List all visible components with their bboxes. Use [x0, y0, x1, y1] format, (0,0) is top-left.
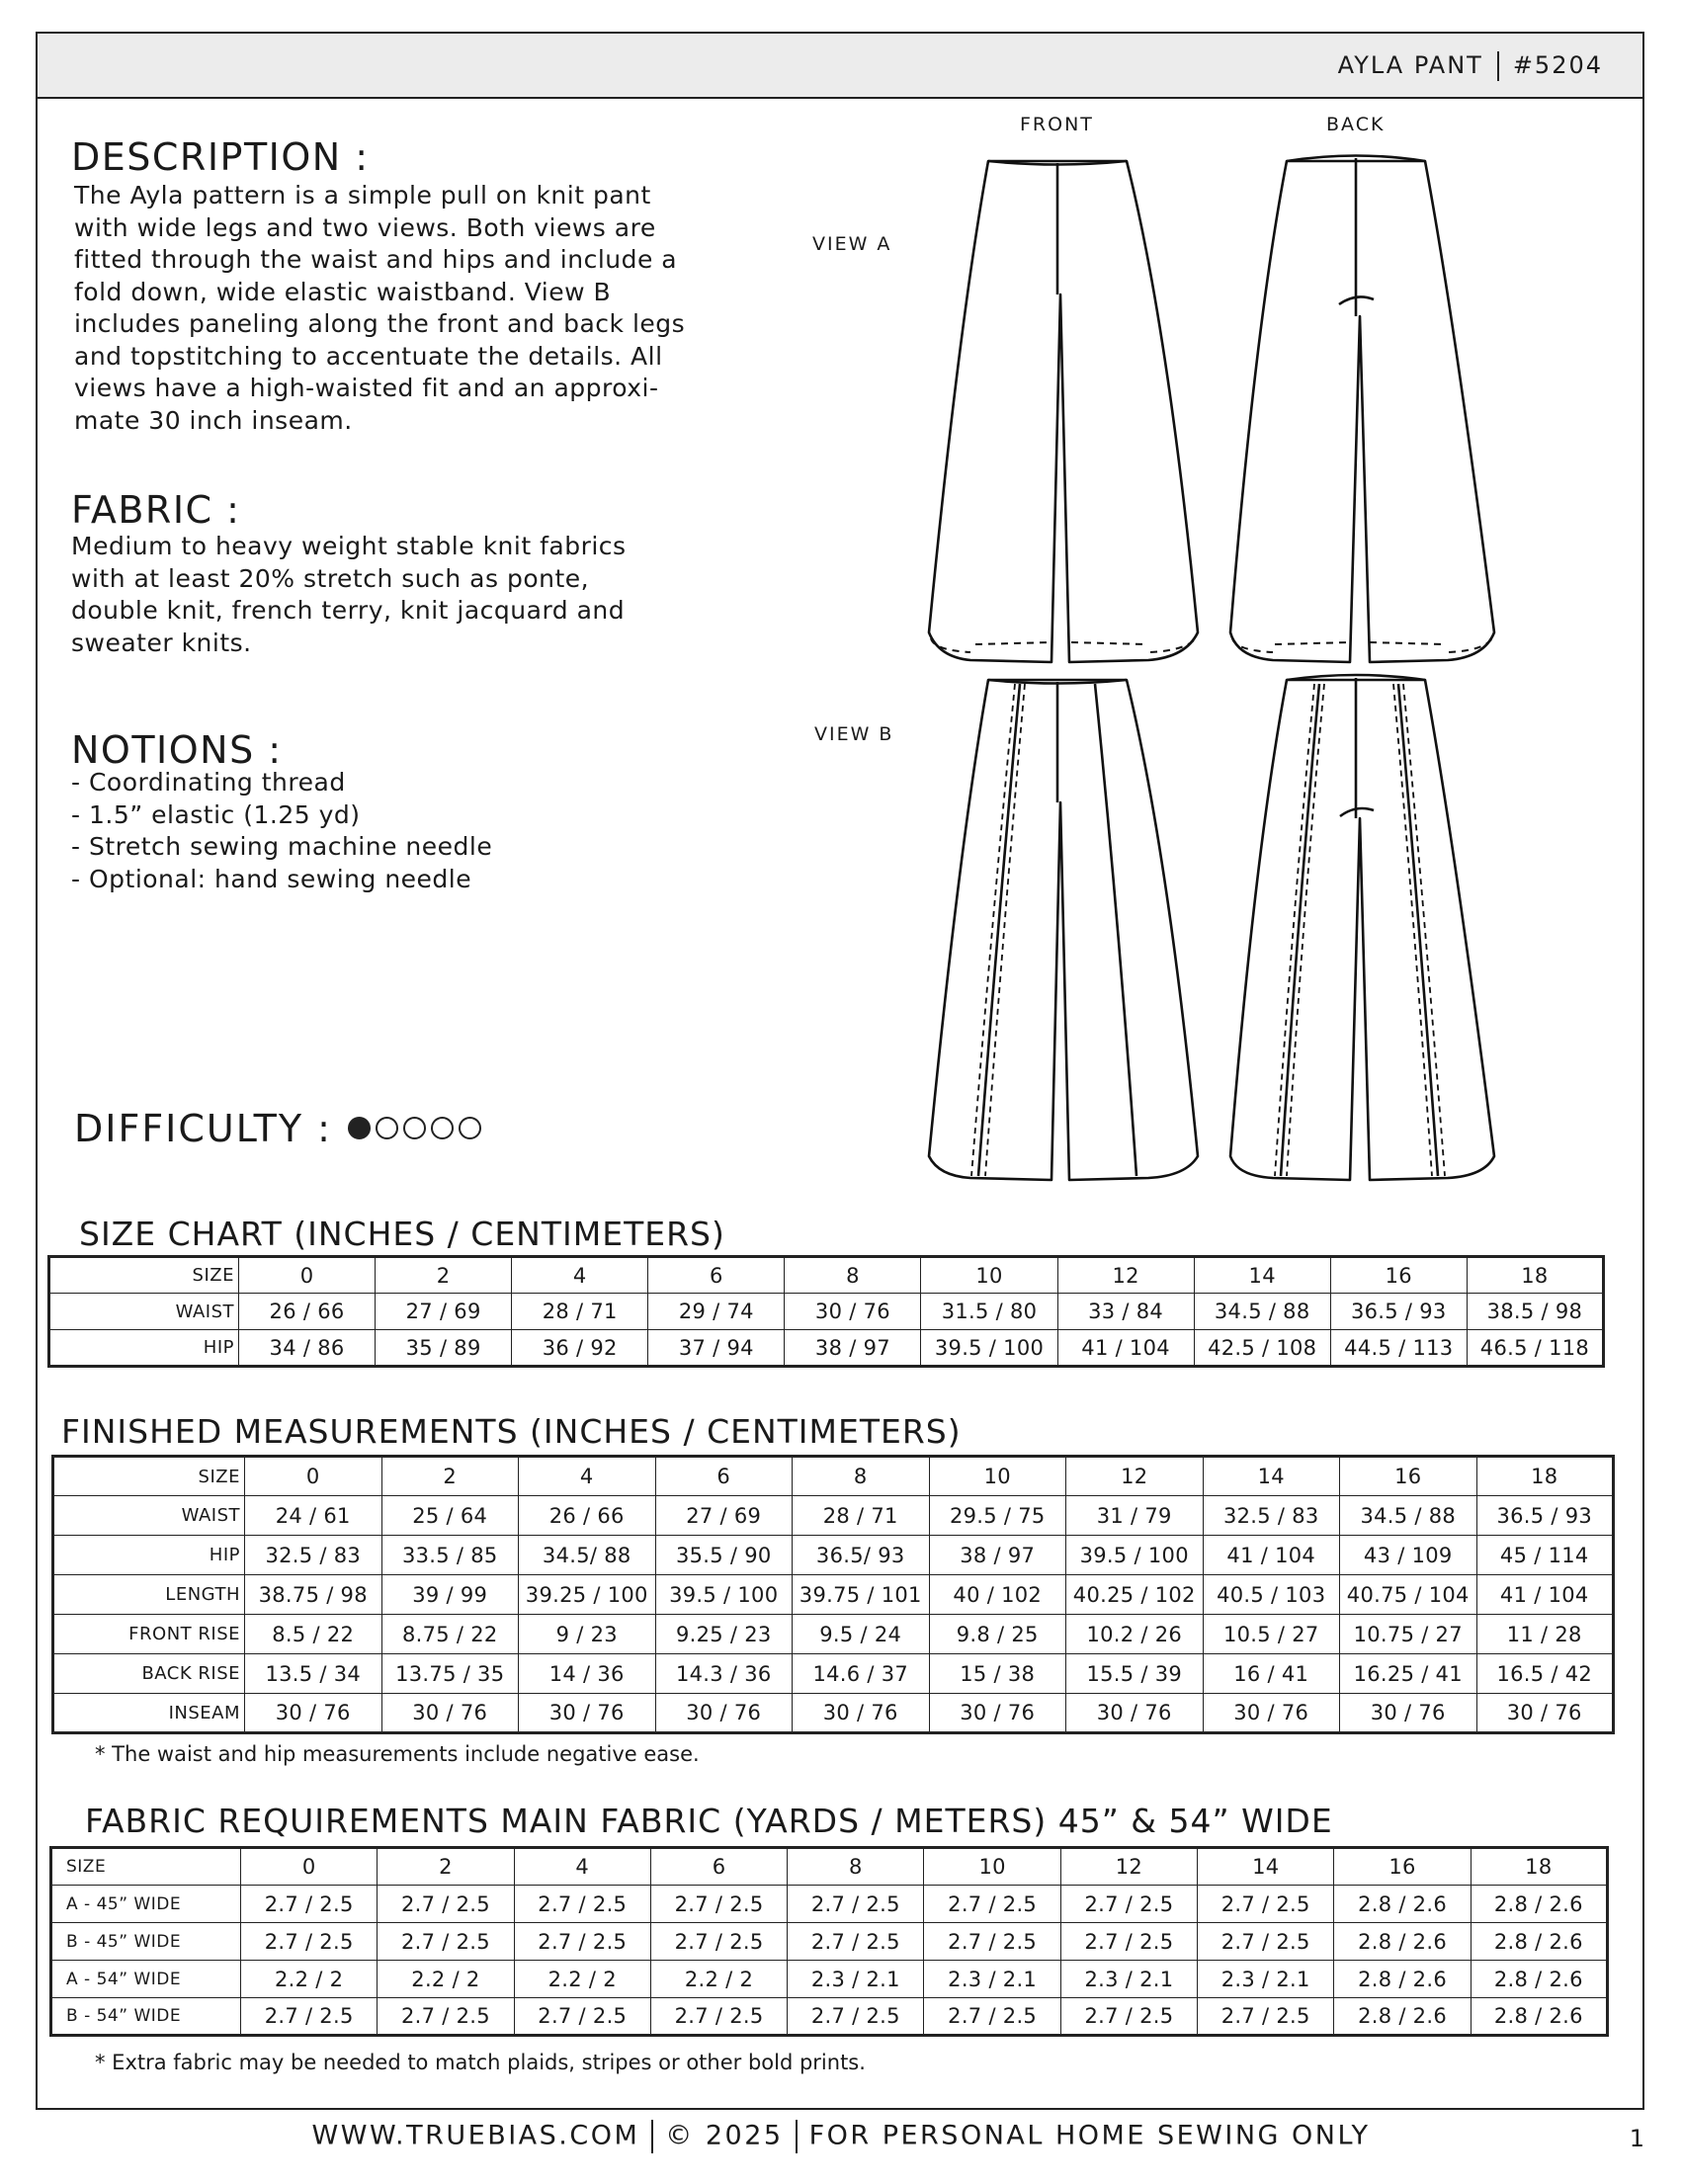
table-cell: 26 / 66: [519, 1496, 656, 1536]
table-cell: 29 / 74: [648, 1294, 785, 1330]
table-cell: 41 / 104: [1476, 1575, 1614, 1615]
table-cell: 2.8 / 2.6: [1334, 1923, 1471, 1961]
table-cell: 39.5 / 100: [921, 1330, 1057, 1367]
table-cell: 11 / 28: [1476, 1615, 1614, 1654]
table-cell: 2.3 / 2.1: [788, 1961, 924, 1998]
table-cell: 30 / 76: [785, 1294, 921, 1330]
table-cell: 2: [376, 1257, 512, 1294]
table-cell: 15.5 / 39: [1066, 1654, 1204, 1694]
table-cell: 38 / 97: [785, 1330, 921, 1367]
table-cell: 9.25 / 23: [655, 1615, 793, 1654]
table-row: [53, 1496, 1614, 1536]
text-line: with wide legs and two views. Both views are: [74, 212, 656, 242]
text-line: double knit, french terry, knit jacquard and: [71, 596, 626, 625]
table-cell: 0: [245, 1457, 382, 1496]
table-cell: 38 / 97: [929, 1536, 1066, 1575]
table-cell: 8.75 / 22: [381, 1615, 519, 1654]
table-cell: 14: [1203, 1457, 1340, 1496]
table-cell: 16.5 / 42: [1476, 1654, 1614, 1694]
pattern-name: AYLA PANT: [1337, 51, 1483, 79]
table-cell: 34.5 / 88: [1340, 1496, 1477, 1536]
table-cell: 9.5 / 24: [793, 1615, 930, 1654]
text-line: - Coordinating thread: [71, 768, 346, 797]
table-cell: 2.8 / 2.6: [1471, 1886, 1607, 1923]
table-cell: 2: [378, 1848, 514, 1886]
footer: [0, 2120, 1682, 2153]
difficulty-dot-empty: [403, 1117, 426, 1139]
table-cell: 25 / 64: [381, 1496, 519, 1536]
row-label: WAIST: [53, 1496, 245, 1536]
back-label: BACK: [1326, 114, 1386, 135]
table-cell: 14 / 36: [519, 1654, 656, 1694]
table-cell: 4: [514, 1848, 650, 1886]
table-cell: 2.7 / 2.5: [1060, 1998, 1197, 2036]
table-cell: 28 / 71: [512, 1294, 648, 1330]
difficulty-rating: [348, 1117, 486, 1146]
table-cell: 39.75 / 101: [793, 1575, 930, 1615]
table-cell: 31 / 79: [1066, 1496, 1204, 1536]
table-cell: 2.7 / 2.5: [241, 1886, 378, 1923]
table-cell: 2.7 / 2.5: [514, 1923, 650, 1961]
table-cell: 30 / 76: [1203, 1694, 1340, 1733]
text-line: with at least 20% stretch such as ponte,: [71, 563, 590, 593]
table-row: [53, 1575, 1614, 1615]
table-cell: 30 / 76: [1340, 1694, 1477, 1733]
table-cell: 2.7 / 2.5: [788, 1998, 924, 2036]
table-cell: 41 / 104: [1203, 1536, 1340, 1575]
fabric-note: * Extra fabric may be needed to match plaids, stripes or other bold prints.: [95, 2051, 866, 2074]
table-cell: 2.7 / 2.5: [241, 1998, 378, 2036]
table-cell: 2.2 / 2: [378, 1961, 514, 1998]
table-cell: 9.8 / 25: [929, 1615, 1066, 1654]
table-cell: 30 / 76: [793, 1694, 930, 1733]
row-label: SIZE: [51, 1848, 241, 1886]
table-cell: 32.5 / 83: [245, 1536, 382, 1575]
table-cell: 18: [1467, 1257, 1603, 1294]
table-cell: 8: [785, 1257, 921, 1294]
table-header-row: [51, 1848, 1608, 1886]
table-cell: 8: [793, 1457, 930, 1496]
finished-measurements-title: FINISHED MEASUREMENTS (INCHES / CENTIMETERS): [61, 1412, 962, 1451]
table-cell: 44.5 / 113: [1330, 1330, 1467, 1367]
row-label: A - 45” WIDE: [51, 1886, 241, 1923]
table-cell: 2.8 / 2.6: [1471, 1961, 1607, 1998]
table-cell: 14.3 / 36: [655, 1654, 793, 1694]
table-cell: 9 / 23: [519, 1615, 656, 1654]
table-cell: 36.5/ 93: [793, 1536, 930, 1575]
table-cell: 2.8 / 2.6: [1471, 1923, 1607, 1961]
footer-usage: FOR PERSONAL HOME SEWING ONLY: [808, 2120, 1371, 2151]
table-cell: 34 / 86: [239, 1330, 376, 1367]
table-cell: 2.7 / 2.5: [924, 1923, 1060, 1961]
table-cell: 2.7 / 2.5: [378, 1923, 514, 1961]
table-cell: 2.7 / 2.5: [378, 1998, 514, 2036]
table-cell: 34.5/ 88: [519, 1536, 656, 1575]
table-cell: 36.5 / 93: [1330, 1294, 1467, 1330]
table-cell: 2.7 / 2.5: [1198, 1923, 1334, 1961]
table-cell: 2.8 / 2.6: [1334, 1998, 1471, 2036]
table-cell: 30 / 76: [1066, 1694, 1204, 1733]
table-row: [53, 1654, 1614, 1694]
table-cell: 30 / 76: [381, 1694, 519, 1733]
row-label: INSEAM: [53, 1694, 245, 1733]
footer-copyright: © 2025: [665, 2120, 784, 2151]
row-label: FRONT RISE: [53, 1615, 245, 1654]
text-line: fitted through the waist and hips and include a: [74, 245, 678, 274]
table-cell: 8: [788, 1848, 924, 1886]
description-heading: DESCRIPTION :: [71, 135, 370, 179]
table-cell: 37 / 94: [648, 1330, 785, 1367]
view-b-back-drawing: [1230, 675, 1494, 1180]
table-cell: 40.75 / 104: [1340, 1575, 1477, 1615]
table-cell: 2.7 / 2.5: [1060, 1923, 1197, 1961]
table-cell: 24 / 61: [245, 1496, 382, 1536]
table-cell: 43 / 109: [1340, 1536, 1477, 1575]
table-cell: 2.8 / 2.6: [1334, 1886, 1471, 1923]
difficulty-dot-empty: [431, 1117, 454, 1139]
fabric-heading: FABRIC :: [71, 488, 241, 532]
front-label: FRONT: [1020, 114, 1094, 135]
row-label: A - 54” WIDE: [51, 1961, 241, 1998]
row-label: HIP: [49, 1330, 239, 1367]
table-cell: 2.7 / 2.5: [650, 1886, 787, 1923]
table-cell: 2.7 / 2.5: [788, 1886, 924, 1923]
finished-measurements-table: [51, 1455, 1615, 1734]
view-a-front-drawing: [929, 161, 1198, 662]
table-cell: 36.5 / 93: [1476, 1496, 1614, 1536]
difficulty-dot-empty: [459, 1117, 481, 1139]
table-cell: 16 / 41: [1203, 1654, 1340, 1694]
table-cell: 18: [1476, 1457, 1614, 1496]
page-number: 1: [1629, 2125, 1644, 2152]
table-cell: 13.75 / 35: [381, 1654, 519, 1694]
table-cell: 13.5 / 34: [245, 1654, 382, 1694]
row-label: SIZE: [49, 1257, 239, 1294]
table-cell: 2.7 / 2.5: [924, 1886, 1060, 1923]
table-cell: 4: [519, 1457, 656, 1496]
table-row: [49, 1330, 1604, 1367]
table-cell: 6: [648, 1257, 785, 1294]
table-cell: 2: [381, 1457, 519, 1496]
table-cell: 33.5 / 85: [381, 1536, 519, 1575]
table-row: [53, 1694, 1614, 1733]
difficulty-label: DIFFICULTY :: [74, 1107, 332, 1150]
view-a-back-drawing: [1230, 156, 1494, 663]
table-cell: 42.5 / 108: [1194, 1330, 1330, 1367]
table-cell: 2.7 / 2.5: [924, 1998, 1060, 2036]
fabric-requirements-title: FABRIC REQUIREMENTS MAIN FABRIC (YARDS / METERS) 45” & 54” WIDE: [85, 1802, 1333, 1840]
difficulty-dot-empty: [376, 1117, 398, 1139]
table-cell: 30 / 76: [655, 1694, 793, 1733]
table-cell: 38.5 / 98: [1467, 1294, 1603, 1330]
table-cell: 2.8 / 2.6: [1471, 1998, 1607, 2036]
text-line: fold down, wide elastic waistband. View B: [74, 277, 612, 306]
row-label: SIZE: [53, 1457, 245, 1496]
table-cell: 39.5 / 100: [1066, 1536, 1204, 1575]
table-cell: 40.5 / 103: [1203, 1575, 1340, 1615]
table-cell: 39 / 99: [381, 1575, 519, 1615]
table-row: [51, 1961, 1608, 1998]
table-cell: 29.5 / 75: [929, 1496, 1066, 1536]
table-cell: 8.5 / 22: [245, 1615, 382, 1654]
table-cell: 30 / 76: [1476, 1694, 1614, 1733]
table-cell: 4: [512, 1257, 648, 1294]
row-label: B - 54” WIDE: [51, 1998, 241, 2036]
table-cell: 2.2 / 2: [241, 1961, 378, 1998]
text-line: and topstitching to accentuate the details. All: [74, 341, 663, 371]
table-cell: 12: [1057, 1257, 1194, 1294]
table-cell: 27 / 69: [655, 1496, 793, 1536]
table-cell: 45 / 114: [1476, 1536, 1614, 1575]
row-label: HIP: [53, 1536, 245, 1575]
finished-note: * The waist and hip measurements include negative ease.: [95, 1742, 700, 1766]
text-line: - Stretch sewing machine needle: [71, 832, 493, 861]
table-cell: 14: [1198, 1848, 1334, 1886]
table-cell: 2.7 / 2.5: [1198, 1886, 1334, 1923]
table-cell: 30 / 76: [519, 1694, 656, 1733]
table-cell: 34.5 / 88: [1194, 1294, 1330, 1330]
row-label: LENGTH: [53, 1575, 245, 1615]
text-line: views have a high-waisted fit and an approxi-: [74, 374, 659, 402]
text-line: includes paneling along the front and back legs: [74, 309, 686, 338]
view-a-label: VIEW A: [812, 233, 892, 255]
text-line: sweater knits.: [71, 628, 252, 657]
table-cell: 2.7 / 2.5: [378, 1886, 514, 1923]
table-cell: 35 / 89: [376, 1330, 512, 1367]
table-cell: 28 / 71: [793, 1496, 930, 1536]
table-row: [53, 1536, 1614, 1575]
table-row: [51, 1998, 1608, 2036]
footer-website[interactable]: WWW.TRUEBIAS.COM: [311, 2120, 640, 2151]
table-cell: 10.2 / 26: [1066, 1615, 1204, 1654]
view-b-front-drawing: [929, 680, 1198, 1180]
table-cell: 2.3 / 2.1: [1060, 1961, 1197, 1998]
text-line: - Optional: hand sewing needle: [71, 864, 472, 893]
table-cell: 39.25 / 100: [519, 1575, 656, 1615]
row-label: BACK RISE: [53, 1654, 245, 1694]
table-cell: 0: [239, 1257, 376, 1294]
table-cell: 38.75 / 98: [245, 1575, 382, 1615]
table-cell: 31.5 / 80: [921, 1294, 1057, 1330]
table-cell: 2.3 / 2.1: [1198, 1961, 1334, 1998]
table-cell: 2.7 / 2.5: [650, 1998, 787, 2036]
table-cell: 2.2 / 2: [514, 1961, 650, 1998]
table-header-row: [53, 1457, 1614, 1496]
table-cell: 32.5 / 83: [1203, 1496, 1340, 1536]
row-label: WAIST: [49, 1294, 239, 1330]
table-cell: 33 / 84: [1057, 1294, 1194, 1330]
notions-heading: NOTIONS :: [71, 728, 283, 772]
table-row: [49, 1294, 1604, 1330]
table-cell: 39.5 / 100: [655, 1575, 793, 1615]
text-line: mate 30 inch inseam.: [74, 405, 353, 435]
table-cell: 2.8 / 2.6: [1334, 1961, 1471, 1998]
difficulty-dot-filled: [348, 1117, 371, 1139]
table-cell: 2.2 / 2: [650, 1961, 787, 1998]
table-cell: 2.7 / 2.5: [788, 1923, 924, 1961]
size-chart-table: [47, 1255, 1605, 1368]
table-cell: 14: [1194, 1257, 1330, 1294]
table-cell: 27 / 69: [376, 1294, 512, 1330]
table-cell: 30 / 76: [929, 1694, 1066, 1733]
table-cell: 15 / 38: [929, 1654, 1066, 1694]
table-cell: 16: [1340, 1457, 1477, 1496]
table-cell: 0: [241, 1848, 378, 1886]
table-cell: 16: [1330, 1257, 1467, 1294]
table-row: [53, 1615, 1614, 1654]
table-cell: 6: [655, 1457, 793, 1496]
table-cell: 2.7 / 2.5: [1198, 1998, 1334, 2036]
table-cell: 10: [921, 1257, 1057, 1294]
table-cell: 2.7 / 2.5: [514, 1998, 650, 2036]
table-cell: 2.7 / 2.5: [1060, 1886, 1197, 1923]
table-cell: 16: [1334, 1848, 1471, 1886]
row-label: B - 45” WIDE: [51, 1923, 241, 1961]
table-cell: 35.5 / 90: [655, 1536, 793, 1575]
table-cell: 2.3 / 2.1: [924, 1961, 1060, 1998]
table-cell: 10: [929, 1457, 1066, 1496]
table-cell: 36 / 92: [512, 1330, 648, 1367]
table-cell: 14.6 / 37: [793, 1654, 930, 1694]
text-line: Medium to heavy weight stable knit fabrics: [71, 532, 627, 560]
table-cell: 10.75 / 27: [1340, 1615, 1477, 1654]
pattern-code: #5204: [1512, 51, 1603, 79]
text-line: - 1.5” elastic (1.25 yd): [71, 799, 361, 829]
table-cell: 46.5 / 118: [1467, 1330, 1603, 1367]
table-cell: 12: [1060, 1848, 1197, 1886]
table-header-row: [49, 1257, 1604, 1294]
table-cell: 18: [1471, 1848, 1607, 1886]
size-chart-title: SIZE CHART (INCHES / CENTIMETERS): [79, 1215, 725, 1253]
table-cell: 40.25 / 102: [1066, 1575, 1204, 1615]
table-row: [51, 1923, 1608, 1961]
fabric-requirements-table: [49, 1846, 1609, 2037]
table-cell: 30 / 76: [245, 1694, 382, 1733]
table-cell: 41 / 104: [1057, 1330, 1194, 1367]
view-b-label: VIEW B: [814, 723, 894, 745]
table-cell: 26 / 66: [239, 1294, 376, 1330]
text-line: The Ayla pattern is a simple pull on knit pant: [74, 181, 651, 210]
table-cell: 2.7 / 2.5: [514, 1886, 650, 1923]
table-cell: 10: [924, 1848, 1060, 1886]
table-cell: 16.25 / 41: [1340, 1654, 1477, 1694]
table-cell: 2.7 / 2.5: [650, 1923, 787, 1961]
table-cell: 12: [1066, 1457, 1204, 1496]
table-cell: 10.5 / 27: [1203, 1615, 1340, 1654]
table-cell: 6: [650, 1848, 787, 1886]
table-cell: 40 / 102: [929, 1575, 1066, 1615]
table-row: [51, 1886, 1608, 1923]
table-cell: 2.7 / 2.5: [241, 1923, 378, 1961]
